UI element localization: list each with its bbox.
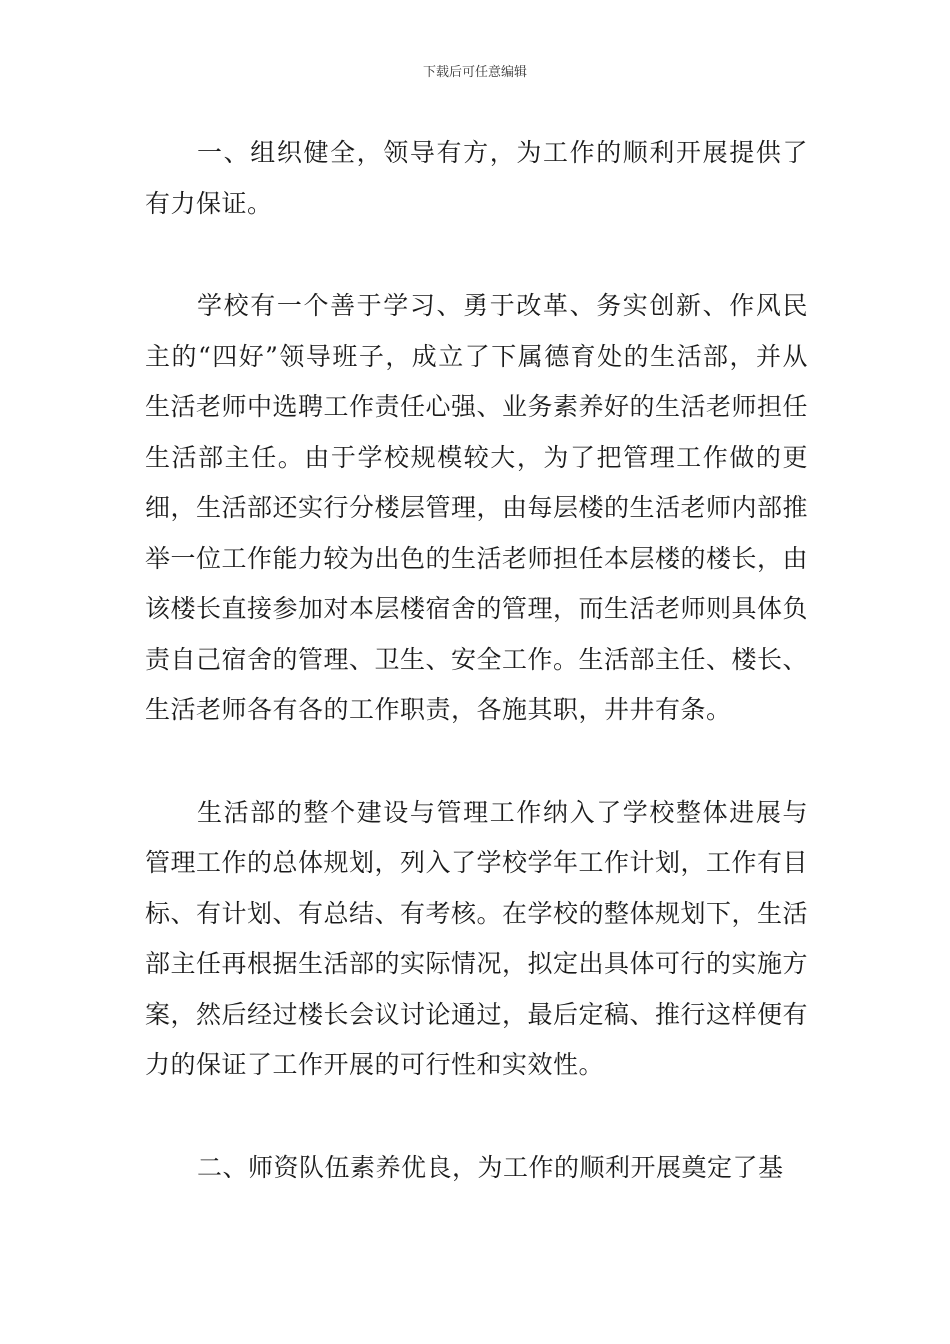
paragraph-leadership: 学校有一个善于学习、勇于改革、务实创新、作风民主的“四好”领导班子，成立了下属德育处的生活部，并从生活老师中选聘工作责任心强、业务素养好的生活老师担任生活部主任。由于学校规模较大，为了把管理工作做的更细，生活部还实行分楼层管理，由每层楼的生活老师内部推举一位工作能力较为出色的生活老师担任本层楼的楼长，由该楼长直接参加对本层楼宿舍的管理，而生活老师则具体负责自己宿舍的管理、卫生、安全工作。生活部主任、楼长、生活老师各有各的工作职责，各施其职，井井有条。 [145, 291, 809, 724]
paragraph-planning: 生活部的整个建设与管理工作纳入了学校整体进展与管理工作的总体规划，列入了学校学年工作计划，工作有目标、有计划、有总结、有考核。在学校的整体规划下，生活部主任再根据生活部的实际情况，拟定出具体可行的实施方案，然后经过楼长会议讨论通过，最后定稿、推行这样便有力的保证了工作开展的可行性和实效性。 [145, 797, 809, 1079]
paragraph-section-two-heading: 二、师资队伍素养优良，为工作的顺利开展奠定了基 [197, 1152, 784, 1182]
paragraph-section-one-heading: 一、组织健全，领导有方，为工作的顺利开展提供了有力保证。 [145, 138, 808, 218]
header-note: 下载后可任意编辑 [422, 65, 527, 80]
document-body [145, 128, 808, 1193]
